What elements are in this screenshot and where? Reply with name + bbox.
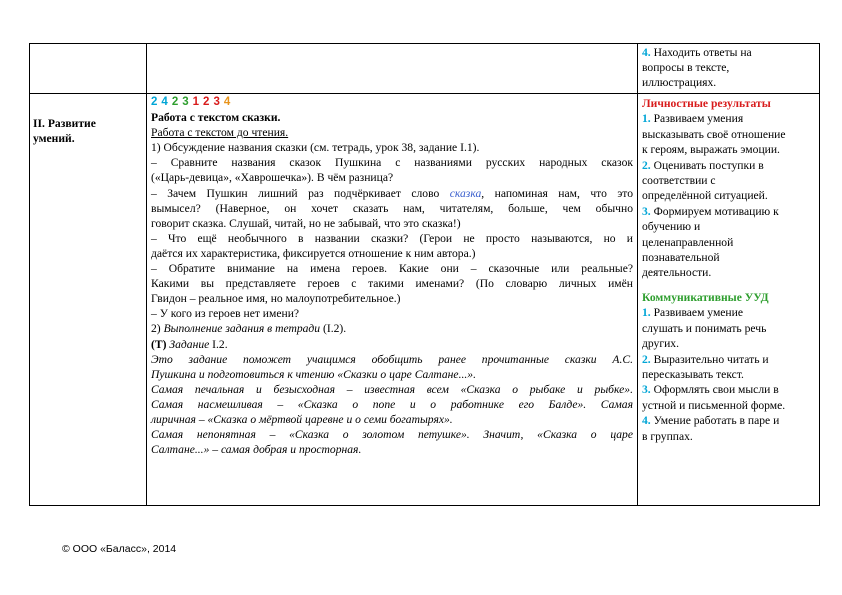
text-line: («Царь-девица», «Хаврошечка»). В чём разница? [151,171,394,185]
item-text: деятельности. [642,266,712,280]
section-subtitle: Работа с текстом до чтения. [151,126,289,140]
stage-roman: II. [33,117,45,130]
item-text: иллюстрациях. [642,76,717,90]
item-text: Находить ответы на [653,46,752,59]
item-text: познавательной [642,251,720,265]
list-item-line [642,235,818,250]
list-item-line [642,188,818,203]
item-number: 2. [642,352,651,366]
item-text: соответствии с [642,174,716,188]
skill-code-digit: 3 [213,96,220,108]
list-item-line [642,429,818,444]
skill-code-digit: 2 [203,96,210,108]
text-line: лиричная – «Сказка о мёртвой царевне и о семи богатырях». [151,412,453,426]
list-item-line [642,413,818,428]
item-number: 4. [642,414,651,428]
personal-results-list [642,111,818,280]
item-text: Умение работать в паре и [653,414,780,428]
skill-code-digit: 1 [192,96,200,108]
list-item-line [642,367,818,382]
item-text: Развиваем умения [653,112,744,126]
text-line: Самая насмешливая – «Сказка о попе и о работнике его Балде». Самая [151,397,633,411]
stage-title: II. Развитие [33,117,96,130]
text-line: – Зачем Пушкин лишний раз подчёркивает слово сказка, напоминая нам, что это [151,186,633,200]
text-line: – Обратите внимание на имена героев. Какие они – сказочные или реальные? [151,262,633,276]
text-line: даётся их характеристика, фиксируется отношение к ним автора.) [151,246,476,260]
item-text: высказывать своё отношение [642,127,786,141]
text-line: 2) Выполнение задания в тетради (I.2). [151,322,347,336]
item-text: Формируем мотивацию к [653,204,779,218]
personal-results-heading: Личностные результаты [642,97,771,110]
skill-code-digit: 2 [171,96,179,108]
item-number: 4. [642,46,651,59]
copyright-footer: © ООО «Баласс», 2014 [62,543,177,555]
text-line: Гвидон – реальное имя, но малоупотребительное.) [151,292,401,306]
results-cell [642,96,818,444]
list-item-line [642,265,818,280]
emphasized-word: сказка [449,186,482,200]
text-line: (Т) Задание I.2. [151,337,228,351]
text-line: Самая непонятная – «Сказка о золотом петушке». Значит, «Сказка о царе [151,428,633,442]
text-line: – Сравните названия сказок Пушкина с названиями русских народных сказок [151,156,633,170]
list-item-line [642,336,818,351]
item-text: определённой ситуацией. [642,189,768,203]
text-line: Самая печальная и безысходная – известная всем «Сказка о рыбаке и рыбке». [151,382,633,396]
text-line: Это задание поможет учащимся обобщить ранее прочитанные сказки А.С. [151,352,633,366]
text-line: вымысел? (Наверное, он хочет сказать нам, читателям, больше, чем обычно [151,201,633,215]
list-item-line [642,398,818,413]
table-col-divider-2 [637,43,638,506]
item-text: Развиваем умение [653,306,743,320]
text-line: Пушкина и подготовиться к чтению «Сказки о царе Салтане...». [151,367,476,381]
table-row-divider [29,93,820,94]
item-text: обучению и [642,220,701,234]
item-text: Оценивать поступки в [653,158,764,172]
item-number: 3. [642,204,651,218]
list-item-line [642,173,818,188]
text-line: Какими вы представляете героев с такими именами? (По словарю личных имён [151,277,633,291]
item-number: 3. [642,383,651,397]
table-border-top [29,43,820,44]
item-number: 2. [642,158,651,172]
item-text: пересказывать текст. [642,367,744,381]
item-text: целенаправленной [642,235,734,249]
list-item-line [642,219,818,234]
list-item-line [642,382,818,397]
section-title: Работа с текстом сказки. [151,111,281,125]
communicative-heading: Коммуникативные УУД [642,290,769,304]
item-text: Выразительно читать и [653,352,769,366]
skill-code-digit: 4 [161,96,168,108]
text-line: 1) Обсуждение названия сказки (см. тетрадь, урок 38, задание I.1). [151,141,480,155]
list-item-line [642,352,818,367]
communicative-list [642,305,818,444]
lesson-content-cell [151,95,633,457]
list-item-line [642,111,818,126]
task-marker: (Т) [151,337,167,351]
item-text: других. [642,337,679,351]
item-text: слушать и понимать речь [642,321,767,335]
spacer [642,281,818,290]
item-number: 1. [642,112,651,126]
list-item-line [642,321,818,336]
list-item-line [642,305,818,320]
top-row-goals-cell [642,45,817,90]
text-line: – У кого из героев нет имени? [151,307,300,321]
item-text: Оформлять свои мысли в [653,383,779,397]
item-text: устной и письменной форме. [642,398,786,412]
table-border-left [29,43,30,506]
text-line: говорит сказка. Слушай, читай, но не забывай, что это сказка!) [151,216,461,230]
text-line: – Что ещё необычного в названии сказки? (Герои не просто называются, но и [151,231,633,245]
table-border-bottom [29,505,820,506]
item-text: вопросы в тексте, [642,61,730,75]
stage-cell [33,116,143,146]
item-text: в группах. [642,429,693,443]
list-item-line [642,250,818,265]
list-item-line [642,127,818,142]
skill-code-digit: 2 [151,96,158,108]
item-text: к героям, выражать эмоции. [642,143,780,157]
skill-codes [151,95,633,110]
list-item [642,45,817,60]
table-border-right [819,43,820,506]
list-item-line [642,158,818,173]
skill-code-digit: 4 [223,96,231,108]
skill-code-digit: 3 [182,96,189,108]
table-col-divider-1 [146,43,147,506]
list-item-line [642,142,818,157]
text-line: Салтане...» – самая добрая и просторная. [151,443,362,457]
list-item-line [642,204,818,219]
item-number: 1. [642,306,651,320]
stage-title-line2: умений. [33,132,75,146]
